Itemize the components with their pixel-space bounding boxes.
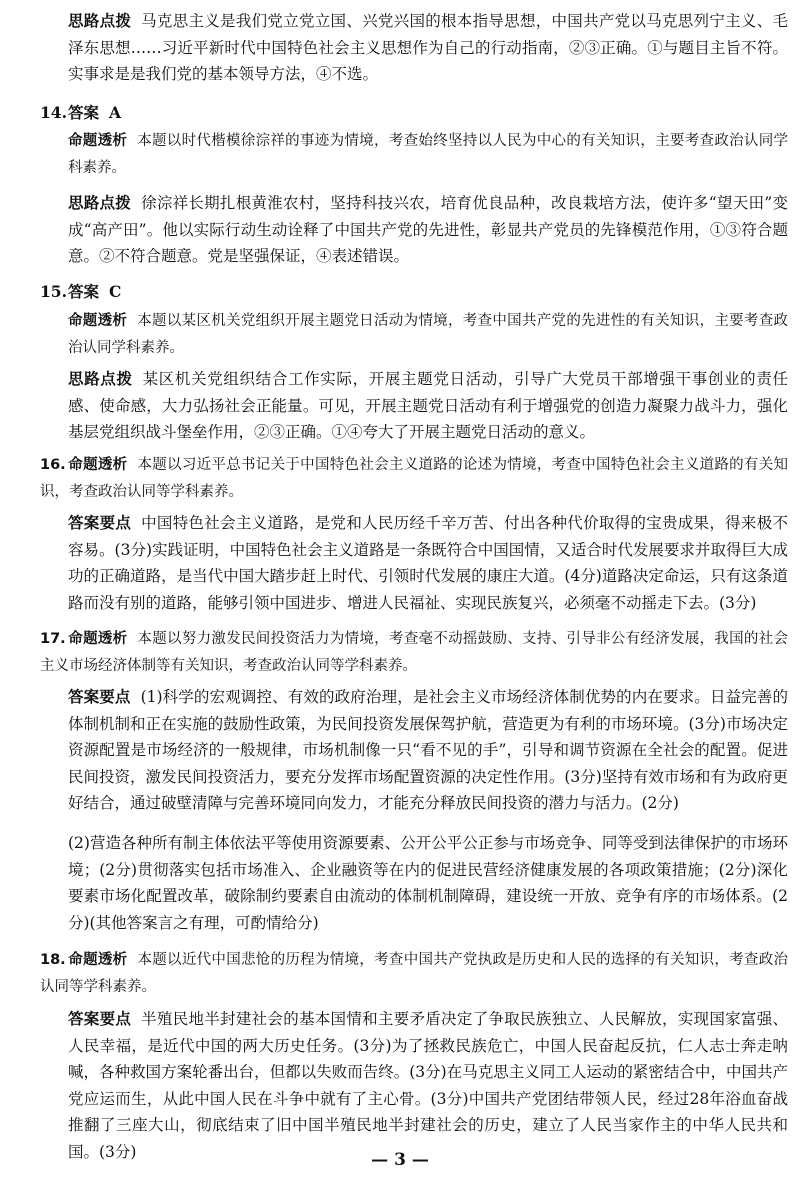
analysis-block	[68, 190, 788, 270]
question-number: 15.	[40, 282, 67, 301]
block-label: 命题透析	[68, 457, 128, 473]
analysis-block	[68, 8, 788, 88]
block-text: (2)营造各种所有制主体依法平等使用资源要素、公开公平公正参与市场竞争、同等受到法律保护的市场环境；(2分)贯彻落实包括市场准入、企业融资等在内的促进民营经济健康发展的各项政策措施；(2分)深化要素市场化配置改革，破除制约要素自由流动的体制机制障碍，建设统一开放、竞争有序的市场体系。(2分)(其他答案言之有理，可酌情给分)	[68, 834, 788, 932]
question-number: 14.	[40, 103, 67, 122]
question-number: 17.	[40, 631, 66, 647]
block-text: 某区机关党组织结合工作实际，开展主题党日活动，引导广大党员干部增强干事创业的责任感、使命感，大力弘扬社会正能量。可见，开展主题党日活动有利于增强党的创造力凝聚力战斗力，强化基层党组织战斗堡垒作用，②③正确。①④夸大了开展主题党日活动的意义。	[68, 370, 788, 442]
block-label: 答案要点	[68, 513, 132, 532]
answer-line-15	[40, 279, 788, 306]
block-text: 本题以某区机关党组织开展主题党日活动为情境，考查中国共产党的先进性的有关知识，主要考查政治认同学科素养。	[68, 313, 789, 356]
block-text: 徐淙祥长期扎根黄淮农村，坚持科技兴农，培育优良品种，改良栽培方法，使许多“望天田”变成“高产田”。他以实际行动生动诠释了中国共产党的先进性，彰显共产党员的先锋模范作用，①③符合题意。②不符合题意。党是坚强保证，④表述错误。	[68, 194, 788, 266]
question-17-analysis	[40, 626, 788, 679]
answer-points-block	[68, 684, 788, 817]
answer-points-part2	[68, 830, 788, 936]
analysis-block	[68, 128, 788, 181]
answer-line-14	[40, 100, 788, 127]
answer-label: 答案	[68, 103, 100, 122]
answer-label: 答案	[68, 282, 100, 301]
block-text: 本题以近代中国悲怆的历程为情境，考查中国共产党执政是历史和人民的选择的有关知识，考查政治认同等学科素养。	[40, 952, 789, 995]
analysis-block	[68, 308, 788, 361]
block-label: 答案要点	[68, 687, 131, 706]
block-label: 答案要点	[68, 1009, 132, 1028]
block-text: 马克思主义是我们党立党立国、兴党兴国的根本指导思想，中国共产党以马克思列宁主义、毛泽东思想……习近平新时代中国特色社会主义思想作为自己的行动指南，②③正确。①与题目主旨不符。实事求是是我们党的基本领导方法，④不选。	[68, 12, 788, 84]
question-18-analysis	[40, 947, 788, 1000]
block-text: 半殖民地半封建社会的基本国情和主要矛盾决定了争取民族独立、人民解放，实现国家富强、人民幸福，是近代中国的两大历史任务。(3分)为了拯救民族危亡，中国人民奋起反抗，仁人志士奔走呐喊，各种救国方案轮番出台，但都以失败而告终。(3分)在马克思主义同工人运动的紧密结合中，中国共产党应运而生，从此中国人民在斗争中就有了主心骨。(3分)中国共产党团结带领人民，经过28年浴血奋战推翻了三座大山，彻底结束了旧中国半殖民地半封建社会的历史，建立了人民当家作主的中华人民共和国。(3分)	[68, 1010, 788, 1161]
question-number: 16.	[40, 457, 66, 473]
block-label: 命题透析	[68, 313, 128, 329]
block-text: (1)科学的宏观调控、有效的政府治理，是社会主义市场经济体制优势的内在要求。日益完善的体制机制和正在实施的鼓励性政策，为民间投资发展保驾护航，营造更为有利的市场环境。(3分)市场决定资源配置是市场经济的一般规律，市场机制像一只“看不见的手”，引导和调节资源在全社会的配置。促进民间投资，激发民间投资活力，要充分发挥市场配置资源的决定性作用。(3分)坚持有效市场和有为政府更好结合，通过破壁清障与完善环境同向发力，才能充分释放民间投资的潜力与活力。(2分)	[68, 688, 788, 813]
block-label: 思路点拨	[68, 11, 132, 30]
block-text: 中国特色社会主义道路，是党和人民历经千辛万苦、付出各种代价取得的宝贵成果，得来极不容易。(3分)实践证明，中国特色社会主义道路是一条既符合中国国情，又适合时代发展要求并取得巨大成功的正确道路，是当代中国大踏步赶上时代、引领时代发展的康庄大道。(4分)道路决定命运，只有这条道路而没有别的道路，能够引领中国进步、增进人民福祉、实现民族复兴，必须毫不动摇走下去。(3分)	[68, 514, 788, 612]
answer-choice: C	[109, 282, 122, 301]
answer-choice: A	[109, 103, 122, 122]
block-text: 本题以努力激发民间投资活力为情境，考查毫不动摇鼓励、支持、引导非公有经济发展，我国的社会主义市场经济体制等有关知识，考查政治认同等学科素养。	[40, 631, 789, 674]
page-number: — 3 —	[371, 1150, 429, 1170]
block-text: 本题以习近平总书记关于中国特色社会主义道路的论述为情境，考查中国特色社会主义道路的有关知识，考查政治认同等学科素养。	[40, 457, 789, 500]
answer-points-block	[68, 510, 788, 616]
block-label: 命题透析	[68, 631, 128, 647]
answer-points-block	[68, 1006, 788, 1166]
question-16-analysis	[40, 452, 788, 505]
block-label: 思路点拨	[68, 193, 132, 212]
analysis-block	[68, 366, 788, 446]
block-label: 命题透析	[68, 952, 128, 968]
block-label: 思路点拨	[68, 369, 133, 388]
block-text: 本题以时代楷模徐淙祥的事迹为情境，考查始终坚持以人民为中心的有关知识，主要考查政治认同学科素养。	[68, 133, 789, 176]
block-label: 命题透析	[68, 133, 128, 149]
question-number: 18.	[40, 952, 66, 968]
